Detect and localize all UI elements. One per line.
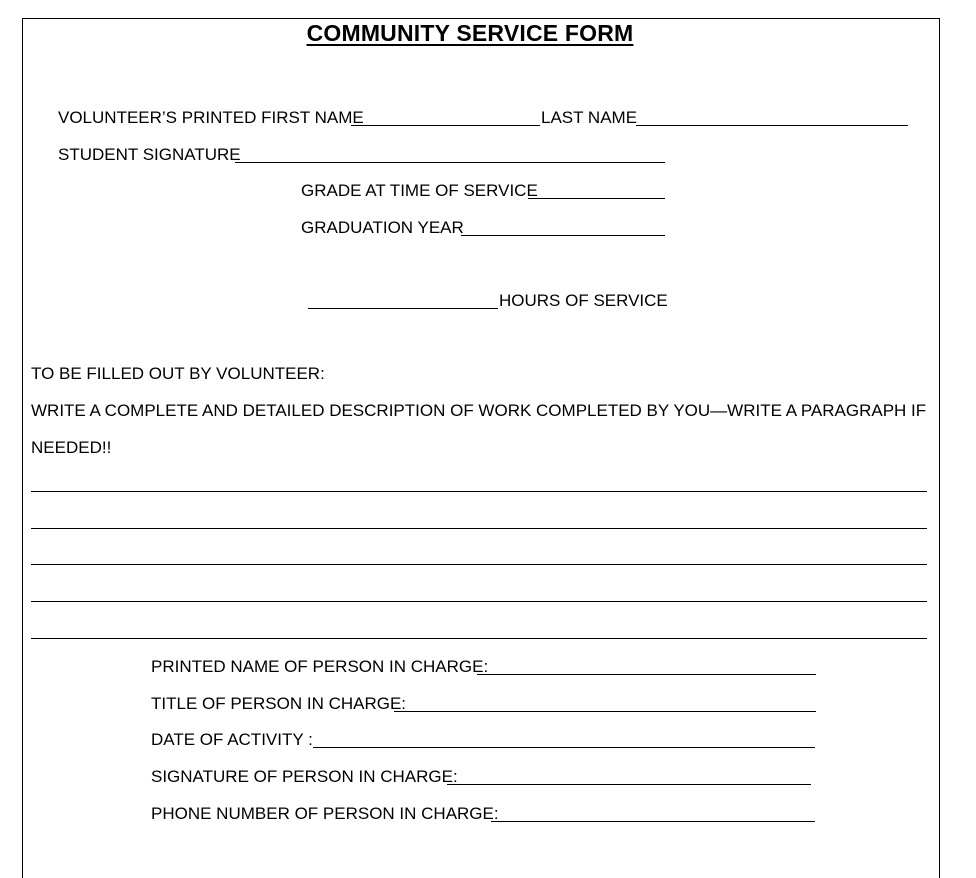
description-line-5[interactable] — [31, 638, 927, 639]
supervisor-title-field[interactable] — [394, 711, 816, 712]
description-line-4[interactable] — [31, 601, 927, 602]
graduation-year-field[interactable] — [461, 235, 665, 236]
activity-date-label: DATE OF ACTIVITY : — [151, 730, 313, 749]
activity-date-field[interactable] — [313, 747, 815, 748]
hours-field[interactable] — [308, 308, 498, 309]
first-name-field[interactable] — [351, 125, 540, 126]
description-line-1[interactable] — [31, 491, 927, 492]
supervisor-signature-label: SIGNATURE OF PERSON IN CHARGE: — [151, 767, 458, 786]
first-name-label: VOLUNTEER’S PRINTED FIRST NAME — [58, 108, 364, 127]
grade-field[interactable] — [528, 198, 665, 199]
description-instruction-line1: WRITE A COMPLETE AND DETAILED DESCRIPTION OF WORK COMPLETED BY YOU—WRITE A PARAGRAPH IF — [31, 401, 927, 420]
description-instruction-line2: NEEDED!! — [31, 438, 112, 457]
hours-label: HOURS OF SERVICE — [499, 291, 668, 310]
student-signature-label: STUDENT SIGNATURE — [58, 145, 241, 164]
description-line-2[interactable] — [31, 528, 927, 529]
supervisor-signature-field[interactable] — [447, 784, 811, 785]
last-name-field[interactable] — [636, 125, 908, 126]
description-line-3[interactable] — [31, 564, 927, 565]
volunteer-section-heading: TO BE FILLED OUT BY VOLUNTEER: — [31, 364, 325, 383]
graduation-year-label: GRADUATION YEAR — [301, 218, 464, 237]
grade-label: GRADE AT TIME OF SERVICE — [301, 181, 538, 200]
last-name-label: LAST NAME — [541, 108, 638, 127]
form-title-text: COMMUNITY SERVICE FORM — [306, 20, 634, 46]
supervisor-title-label: TITLE OF PERSON IN CHARGE: — [151, 694, 407, 713]
supervisor-phone-field[interactable] — [491, 821, 815, 822]
student-signature-field[interactable] — [235, 162, 665, 163]
supervisor-printed-name-label: PRINTED NAME OF PERSON IN CHARGE: — [151, 657, 489, 676]
form-title — [0, 20, 940, 47]
supervisor-printed-name-field[interactable] — [477, 674, 816, 675]
supervisor-phone-label: PHONE NUMBER OF PERSON IN CHARGE: — [151, 804, 499, 823]
